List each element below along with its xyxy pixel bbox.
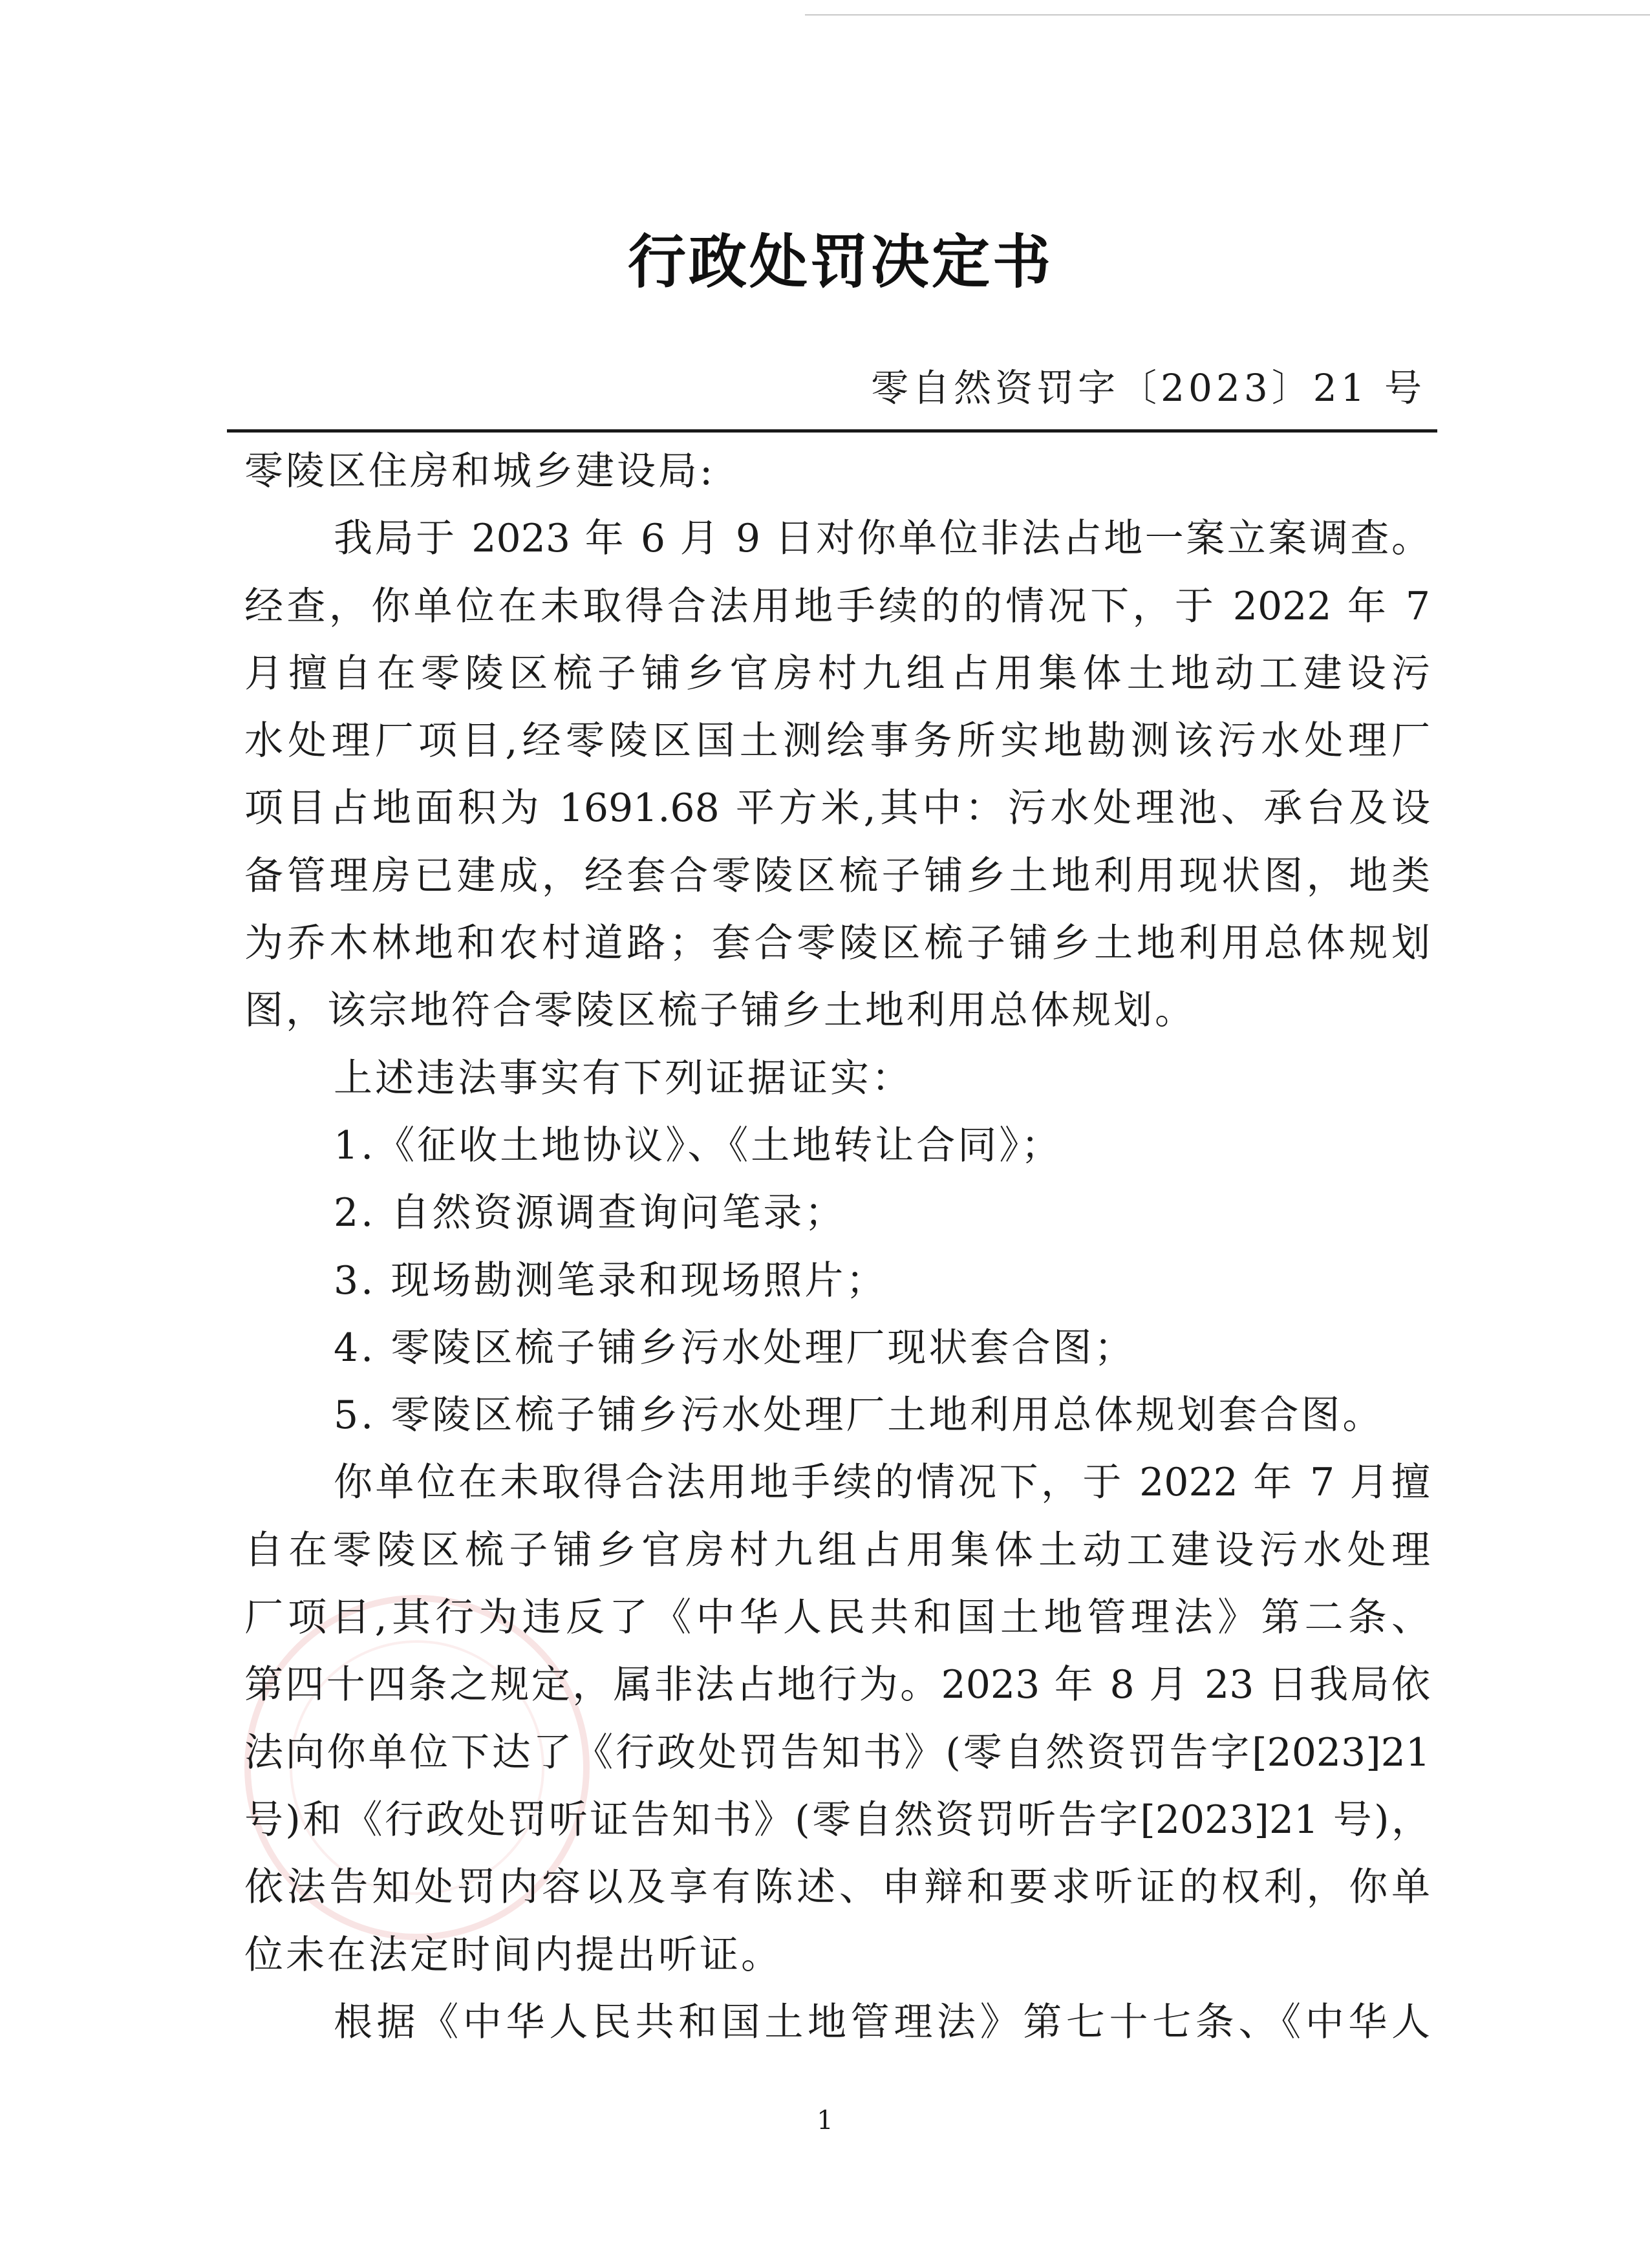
evidence-item: 5. 零陵区梳子铺乡污水处理厂土地利用总体规划套合图。 bbox=[334, 1393, 1384, 1439]
document-number: 零自然资罚字〔2023〕21 号 bbox=[871, 366, 1426, 410]
paragraph-line: 为乔木林地和农村道路；套合零陵区梳子铺乡土地利用总体规划 bbox=[244, 921, 1430, 967]
paragraph-line: 号)和《行政处罚听证告知书》(零自然资罚听告字[2023]21 号)， bbox=[244, 1797, 1430, 1843]
paragraph-line: 我局于 2023 年 6 月 9 日对你单位非法占地一案立案调查。 bbox=[334, 516, 1430, 562]
header-divider bbox=[227, 429, 1437, 433]
paragraph-line: 根据《中华人民共和国土地管理法》第七十七条、《中华人 bbox=[334, 1999, 1430, 2045]
evidence-item: 4. 零陵区梳子铺乡污水处理厂现状套合图； bbox=[334, 1325, 1136, 1371]
paragraph-line: 图，该宗地符合零陵区梳子铺乡土地利用总体规划。 bbox=[244, 988, 1196, 1034]
paragraph-line: 项目占地面积为 1691.68 平方米,其中：污水处理池、承台及设 bbox=[244, 786, 1430, 831]
paragraph-line: 你单位在未取得合法用地手续的情况下，于 2022 年 7 月擅 bbox=[334, 1460, 1430, 1506]
paragraph-3 bbox=[244, 1989, 1430, 2056]
evidence-item: 2. 自然资源调查询问笔录； bbox=[334, 1190, 846, 1236]
paragraph-line: 法向你单位下达了《行政处罚告知书》(零自然资罚告字[2023]21 bbox=[244, 1729, 1430, 1775]
paragraph-line: 自在零陵区梳子铺乡官房村九组占用集体土动工建设污水处理 bbox=[244, 1527, 1430, 1573]
document-body bbox=[244, 438, 1430, 2056]
paragraph-line: 厂项目,其行为违反了《中华人民共和国土地管理法》第二条、 bbox=[244, 1595, 1430, 1641]
evidence-intro: 上述违法事实有下列证据证实： bbox=[334, 1055, 913, 1101]
paragraph-1 bbox=[244, 505, 1430, 1044]
paragraph-line: 位未在法定时间内提出听证。 bbox=[244, 1932, 782, 1978]
evidence-item: 1.《征收土地协议》、《土地转让合同》； bbox=[334, 1122, 1063, 1168]
evidence-list bbox=[244, 1112, 1430, 1449]
page-number: 1 bbox=[817, 2106, 833, 2135]
paragraph-line: 水处理厂项目,经零陵区国土测绘事务所实地勘测该污水处理厂 bbox=[244, 718, 1430, 764]
paragraph-line: 第四十四条之规定，属非法占地行为。2023 年 8 月 23 日我局依 bbox=[244, 1662, 1430, 1708]
document-title: 行政处罚决定书 bbox=[628, 228, 1053, 296]
scan-edge-line bbox=[805, 14, 1650, 16]
paragraph-line: 月擅自在零陵区梳子铺乡官房村九组占用集体土地动工建设污 bbox=[244, 650, 1430, 696]
paragraph-line: 依法告知处罚内容以及享有陈述、申辩和要求听证的权利，你单 bbox=[244, 1865, 1430, 1910]
paragraph-line: 备管理房已建成，经套合零陵区梳子铺乡土地利用现状图，地类 bbox=[244, 853, 1430, 899]
recipient-line: 零陵区住房和城乡建设局: bbox=[244, 449, 716, 494]
evidence-item: 3. 现场勘测笔录和现场照片； bbox=[334, 1257, 888, 1303]
paragraph-2 bbox=[244, 1449, 1430, 1988]
paragraph-line: 经查，你单位在未取得合法用地手续的的情况下，于 2022 年 7 bbox=[244, 583, 1430, 629]
